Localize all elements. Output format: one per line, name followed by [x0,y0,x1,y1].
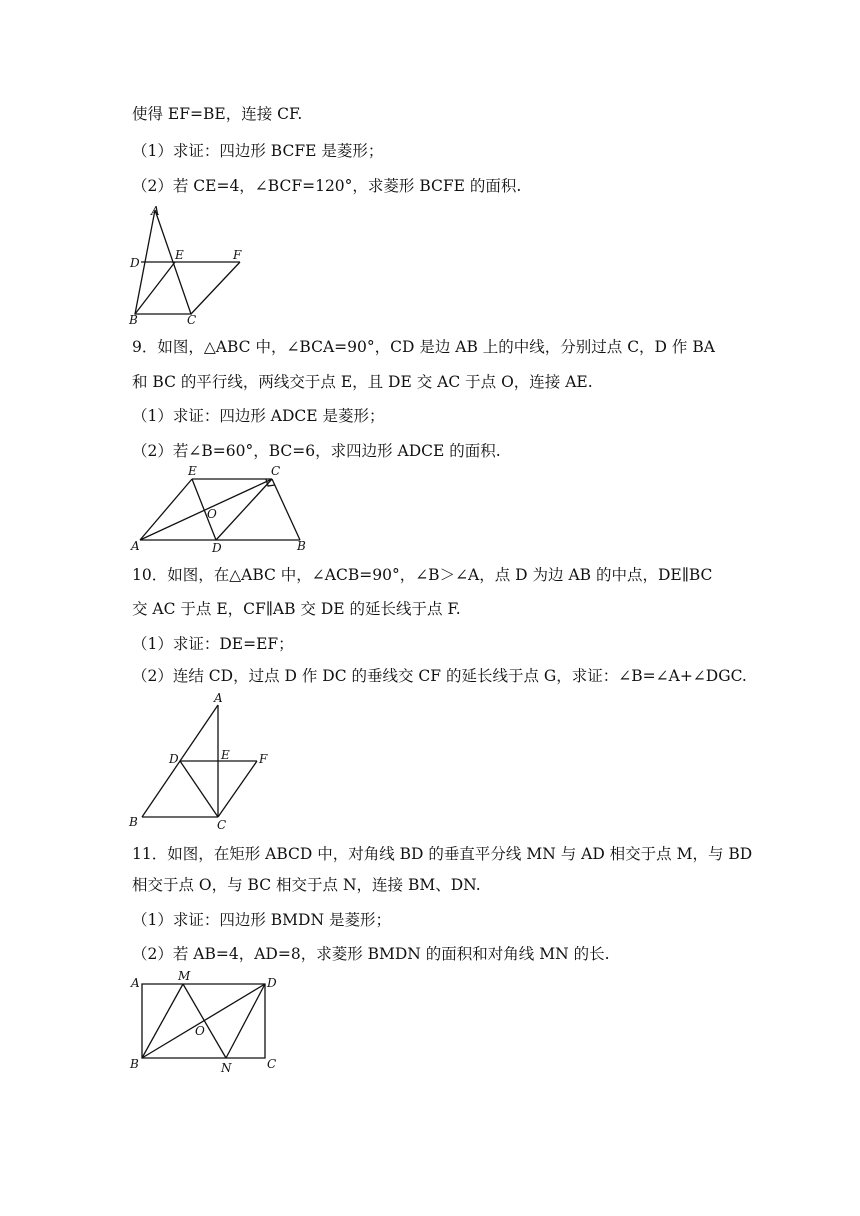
segment-be [135,262,175,314]
problem-10-line-2: 交 AC 于点 E，CF∥AB 交 DE 的延长线于点 F. [132,600,461,618]
label-n: N [221,1061,232,1075]
problem-9-question-2: （2）若∠B=60°，BC=6，求四边形 ADCE 的面积. [132,442,501,460]
label-o: O [207,507,217,521]
label-d: D [267,976,277,990]
label-c: C [271,464,281,478]
problem-8-figure [125,200,385,330]
segment-dc [216,479,272,540]
problem-9-line-1: 9．如图，△ABC 中，∠BCA=90°，CD 是边 AB 上的中线，分别过点 C，D 作 BA [132,338,715,356]
label-a: A [131,539,140,553]
label-d: D [130,256,140,270]
problem-10-question-1: （1）求证：DE=EF； [132,635,294,653]
label-o: O [195,1024,205,1038]
problem-8-question-1: （1）求证：四边形 BCFE 是菱形； [132,142,384,160]
segment-cf [218,761,257,817]
problem-8-question-2: （2）若 CE=4，∠BCF=120°，求菱形 BCFE 的面积. [132,177,522,195]
segment-ac [140,479,272,540]
label-d: D [212,541,222,555]
segment-dc [180,761,218,817]
problem-11-line-2: 相交于点 O，与 BC 相交于点 N，连接 BM、DN. [132,876,481,894]
problem-11-figure [125,968,325,1078]
problem-10-figure [125,693,325,833]
label-b: B [129,815,138,829]
label-e: E [221,748,230,762]
segment-bm [142,984,183,1058]
diagonal-bd [142,984,265,1058]
problem-9-line-2: 和 BC 的平行线，两线交于点 E，且 DE 交 AC 于点 O，连接 AE. [132,373,593,391]
label-b: B [129,313,138,327]
problem-10-question-2: （2）连结 CD，过点 D 作 DC 的垂线交 CF 的延长线于点 G，求证：∠B=∠A+∠DGC. [132,667,747,685]
problem-9-figure [125,465,345,565]
segment-ae [140,479,192,540]
label-e: E [175,248,184,262]
problem-8-tail: 使得 EF=BE，连接 CF. [132,105,303,123]
segment-mn [183,984,226,1058]
label-b: B [297,539,306,553]
label-a: A [151,204,160,218]
problem-10-line-1: 10．如图，在△ABC 中，∠ACB=90°，∠B＞∠A，点 D 为边 AB 的中点，DE∥BC [132,566,713,584]
problem-11-question-1: （1）求证：四边形 BMDN 是菱形； [132,911,391,929]
problem-11-question-2: （2）若 AB=4，AD=8，求菱形 BMDN 的面积和对角线 MN 的长. [132,945,610,963]
label-e: E [188,464,197,478]
label-f: F [233,248,242,262]
label-c: C [267,1057,277,1071]
label-c: C [187,313,197,327]
segment-cf [191,262,240,314]
label-f: F [259,752,268,766]
label-a: A [214,691,223,705]
label-b: B [130,1057,139,1071]
label-c: C [217,818,227,832]
label-m: M [178,969,191,983]
label-a: A [131,976,140,990]
problem-9-question-1: （1）求证：四边形 ADCE 是菱形； [132,407,385,425]
segment-cb [272,479,300,540]
label-d: D [169,752,179,766]
problem-11-line-1: 11．如图，在矩形 ABCD 中，对角线 BD 的垂直平分线 MN 与 AD 相交于点 M，与 BD [132,845,753,863]
